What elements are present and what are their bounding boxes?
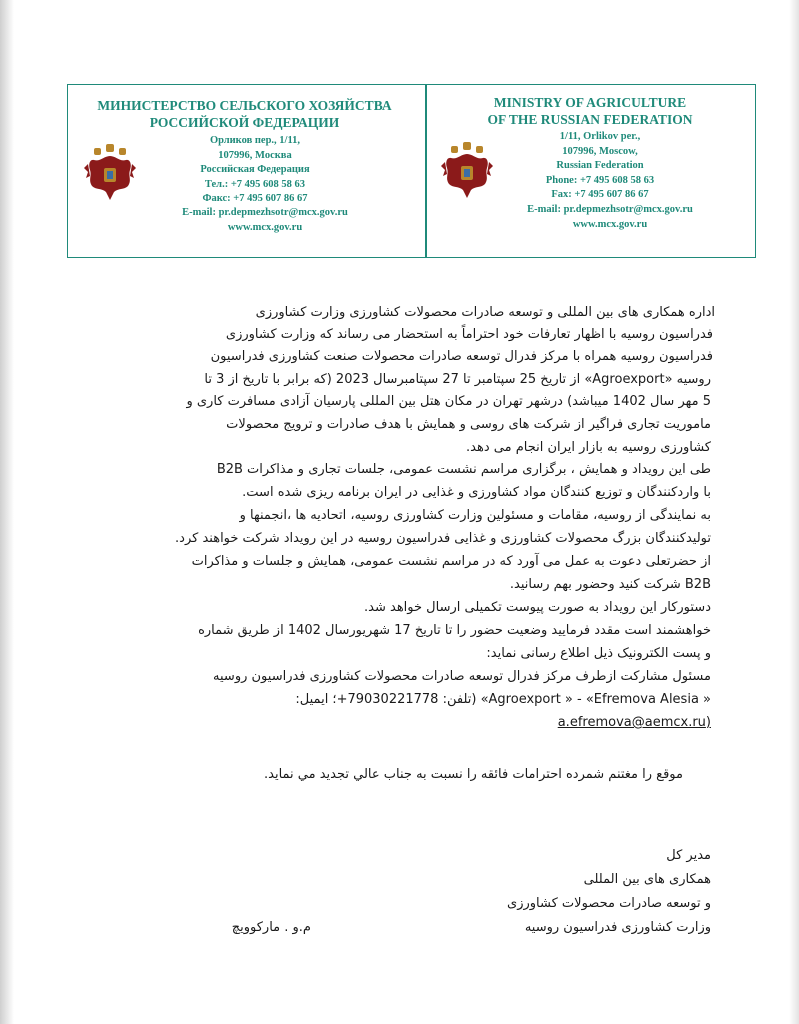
body-line: B2B شرکت کنید وحضور بهم رسانید. [509, 577, 711, 592]
en-address2: 107996, Moscow, [562, 145, 638, 157]
signature-ministry: وزارت کشاورزی فدراسیون روسیه [524, 920, 711, 935]
en-fax: Fax: +7 495 607 86 67 [551, 189, 649, 200]
page-edge-shadow [0, 0, 14, 1024]
ru-email-block [130, 206, 400, 235]
signature-dept1: همکاری های بین المللی [583, 872, 711, 887]
body-line: روسیه «Agroexport» از تاریخ 25 سپتامبر تا 27 سپتامبرسال 2023 (که برابر با تاریخ از 3 تا [204, 372, 711, 387]
letterhead-divider [425, 84, 427, 258]
body-line: کشاورزی روسیه به بازار ایران انجام می دهد. [466, 440, 711, 455]
en-contact-block [500, 130, 700, 203]
coat-of-arms-icon [441, 140, 493, 204]
closing-line: موقع را مغتنم شمرده احترامات فائقه را نسبت به جناب عالي تجديد مي نمايد. [264, 767, 683, 782]
body-line: 5 مهر سال 1402 میباشد) درشهر تهران در مکان هتل بین المللی پارسیان آزادی مسافرت کاری و [186, 394, 711, 409]
en-address1: 1/11, Orlikov per., [559, 131, 641, 142]
body-line: طی این رویداد و همایش ، برگزاری مراسم نشست عمومی، جلسات تجاری و مذاکرات B2B [216, 462, 711, 477]
signature-title: مدیر کل [666, 848, 711, 863]
ru-email: E-mail: pr.depmezhsotr@mcx.gov.ru [182, 207, 348, 218]
body-line: مسئول مشارکت ازطرف مرکز فدرال توسعه صادرات محصولات کشاورزی فدراسیون روسیه [213, 669, 711, 684]
ru-address1: Орликов пер., 1/11, [209, 135, 301, 146]
body-line: خواهشمند است مقدد فرمایید وضعیت حضور را تا تاریخ 17 شهریورسال 1402 از طریق شماره [198, 623, 711, 638]
ru-title-line1: МИНИСТЕРСТВО СЕЛЬСКОГО ХОЗЯЙСТВА [97, 98, 392, 113]
signatory-name: م.و . مارکوویچ [231, 920, 311, 935]
contact-email-link[interactable]: (a.efremova@aemcx.ru [557, 715, 711, 730]
body-line: به نمایندگی از روسیه، مقامات و مسئولین وزارت کشاورزی روسیه، اتحادیه ها ،انجمنها و [239, 508, 711, 523]
body-line: از حضرتعلی دعوت به عمل می آورد که در مراسم نشست عمومی، همایش و جلسات و مذاکرات [191, 554, 711, 569]
page-edge-shadow-right [789, 0, 799, 1024]
en-phone: Phone: +7 495 608 58 63 [545, 174, 655, 186]
body-line: فدراسیون روسیه با اظهار تعارفات خود احتراماً به استحضار می رساند که وزارت کشاورزی [225, 327, 713, 342]
ru-ministry-title [72, 97, 417, 131]
ru-website: www.mcx.gov.ru [227, 221, 303, 233]
en-email-block [480, 203, 740, 232]
body-line: « Agroexport » - «Efremova Alesia» (تلفن: 79030221778+؛ ایمیل: [295, 692, 711, 707]
ru-country: Российская Федерация [200, 164, 310, 175]
ru-contact-block [140, 134, 370, 207]
body-line: فدراسیون روسیه همراه با مرکز فدرال توسعه صادرات محصولات صنعت کشاورزی فدراسیون [210, 349, 713, 364]
ru-address2: 107996, Москва [218, 149, 292, 161]
en-country: Russian Federation [556, 160, 644, 171]
coat-of-arms-icon [84, 142, 136, 206]
body-line: دستورکار این رویداد به صورت پیوست تکمیلی ارسال خواهد شد. [364, 600, 711, 615]
en-title-line1: MINISTRY OF AGRICULTURE [493, 95, 687, 110]
body-line: و پست الکترونیک ذیل اطلاع رسانی نماید: [486, 646, 711, 661]
en-ministry-title [455, 94, 725, 128]
body-line: اداره همکاری های بین المللی و توسعه صادرات محصولات کشاورزی وزارت کشاورزی [255, 305, 715, 320]
ru-title-line2: РОССИЙСКОЙ ФЕДЕРАЦИИ [149, 115, 340, 130]
en-title-line2: OF THE RUSSIAN FEDERATION [487, 112, 693, 127]
ru-phone: Тел.: +7 495 608 58 63 [204, 178, 306, 190]
signature-dept2: و توسعه صادرات محصولات کشاورزی [507, 896, 711, 911]
body-line: تولیدکنندگان بزرگ محصولات کشاورزی و غذایی فدراسیون روسیه در این رویداد شرکت خواهند کرد. [175, 531, 711, 546]
en-email: E-mail: pr.depmezhsotr@mcx.gov.ru [527, 204, 693, 215]
body-line: ماموریت تجاری فراگیر از شرکت های روسی و همایش با هدف صادرات و ترویج محصولات [226, 417, 711, 432]
body-line: با واردکنندگان و توزیع کنندگان مواد کشاورزی و غذایی در ایران برنامه ریزی شده است. [242, 485, 711, 500]
en-website: www.mcx.gov.ru [572, 218, 648, 230]
ru-fax: Факс: +7 495 607 86 67 [202, 193, 308, 204]
